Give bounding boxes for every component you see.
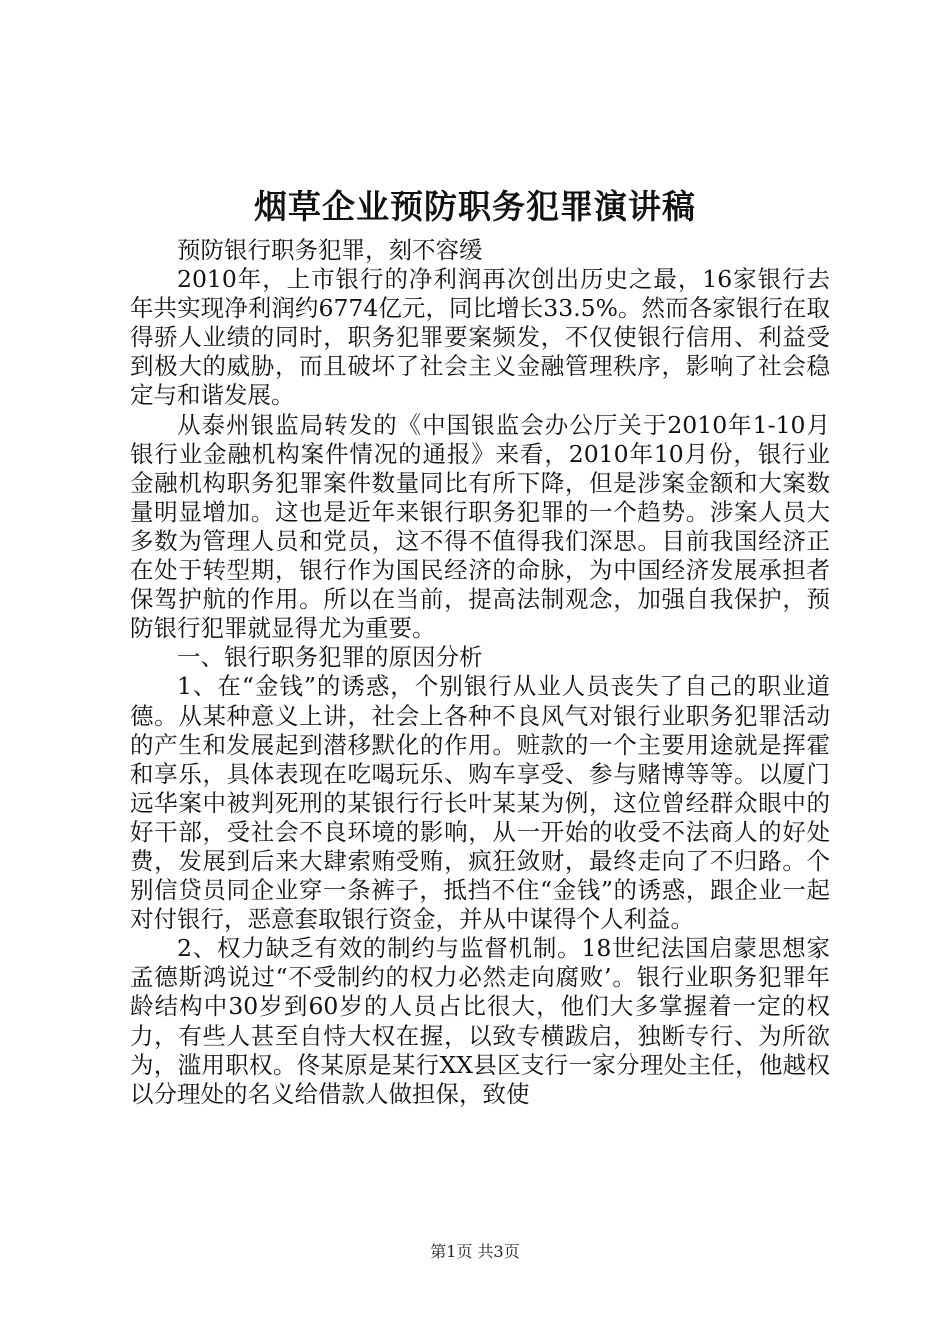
paragraph-point-1: 1、在“金钱”的诱惑，个别银行从业人员丧失了自己的职业道德。从某种意义上讲，社会上各种不良风气对银行业职务犯罪活动的产生和发展起到潜移默化的作用。赃款的一个主要用途就是挥霍和享乐，具体表现在吃喝玩乐、购车享受、参与赌博等等。以厦门远华案中被判死刑的某银行行长叶某某为例，这位曾经群众眼中的好干部，受社会不良环境的影响，从一开始的收受不法商人的好处费，发展到后来大肆索贿受贿，疯狂敛财，最终走向了不归路。个别信贷员同企业穿一条裤子，抵挡不住“金钱”的诱惑，跟企业一起对付银行，恶意套取银行资金，并从中谋得个人利益。 <box>130 672 830 934</box>
paragraph-point-2: 2、权力缺乏有效的制约与监督机制。18世纪法国启蒙思想家孟德斯鸿说过“不受制约的权力必然走向腐败’。银行业职务犯罪年龄结构中30岁到60岁的人员占比很大，他们大多掌握着一定的权力，有些人甚至自恃大权在握，以致专横跋启，独断专行、为所欲为，滥用职权。佟某原是某行XX县区支行一家分理处主任，他越权以分理处的名义给借款人做担保，致使 <box>130 934 830 1108</box>
document-body <box>130 236 830 1109</box>
paragraph-intro: 2010年，上市银行的净利润再次创出历史之最，16家银行去年共实现净利润约6774亿元，同比增长33.5%。然而各家银行在取得骄人业绩的同时，职务犯罪要案频发，不仅使银行信用、利益受到极大的威胁，而且破坏了社会主义金融管理秩序，影响了社会稳定与和谐发展。 <box>130 265 830 410</box>
paragraph-subtitle: 预防银行职务犯罪，刻不容缓 <box>177 236 483 264</box>
section-heading: 一、银行职务犯罪的原因分析 <box>177 643 483 672</box>
document-title: 烟草企业预防职务犯罪演讲稿 <box>254 187 696 226</box>
paragraph-report: 从泰州银监局转发的《中国银监会办公厅关于2010年1-10月银行业金融机构案件情况的通报》来看，2010年10月份，银行业金融机构职务犯罪案件数量同比有所下降，但是涉案金额和大案数量明显增加。这也是近年来银行职务犯罪的一个趋势。涉案人员大多数为管理人员和党员，这不得不值得我们深思。目前我国经济正在处于转型期，银行作为国民经济的命脉，为中国经济发展承担者保驾护航的作用。所以在当前，提高法制观念，加强自我保护，预防银行犯罪就显得尤为重要。 <box>130 410 830 643</box>
page-footer: 第1页 共3页 <box>430 1242 520 1261</box>
